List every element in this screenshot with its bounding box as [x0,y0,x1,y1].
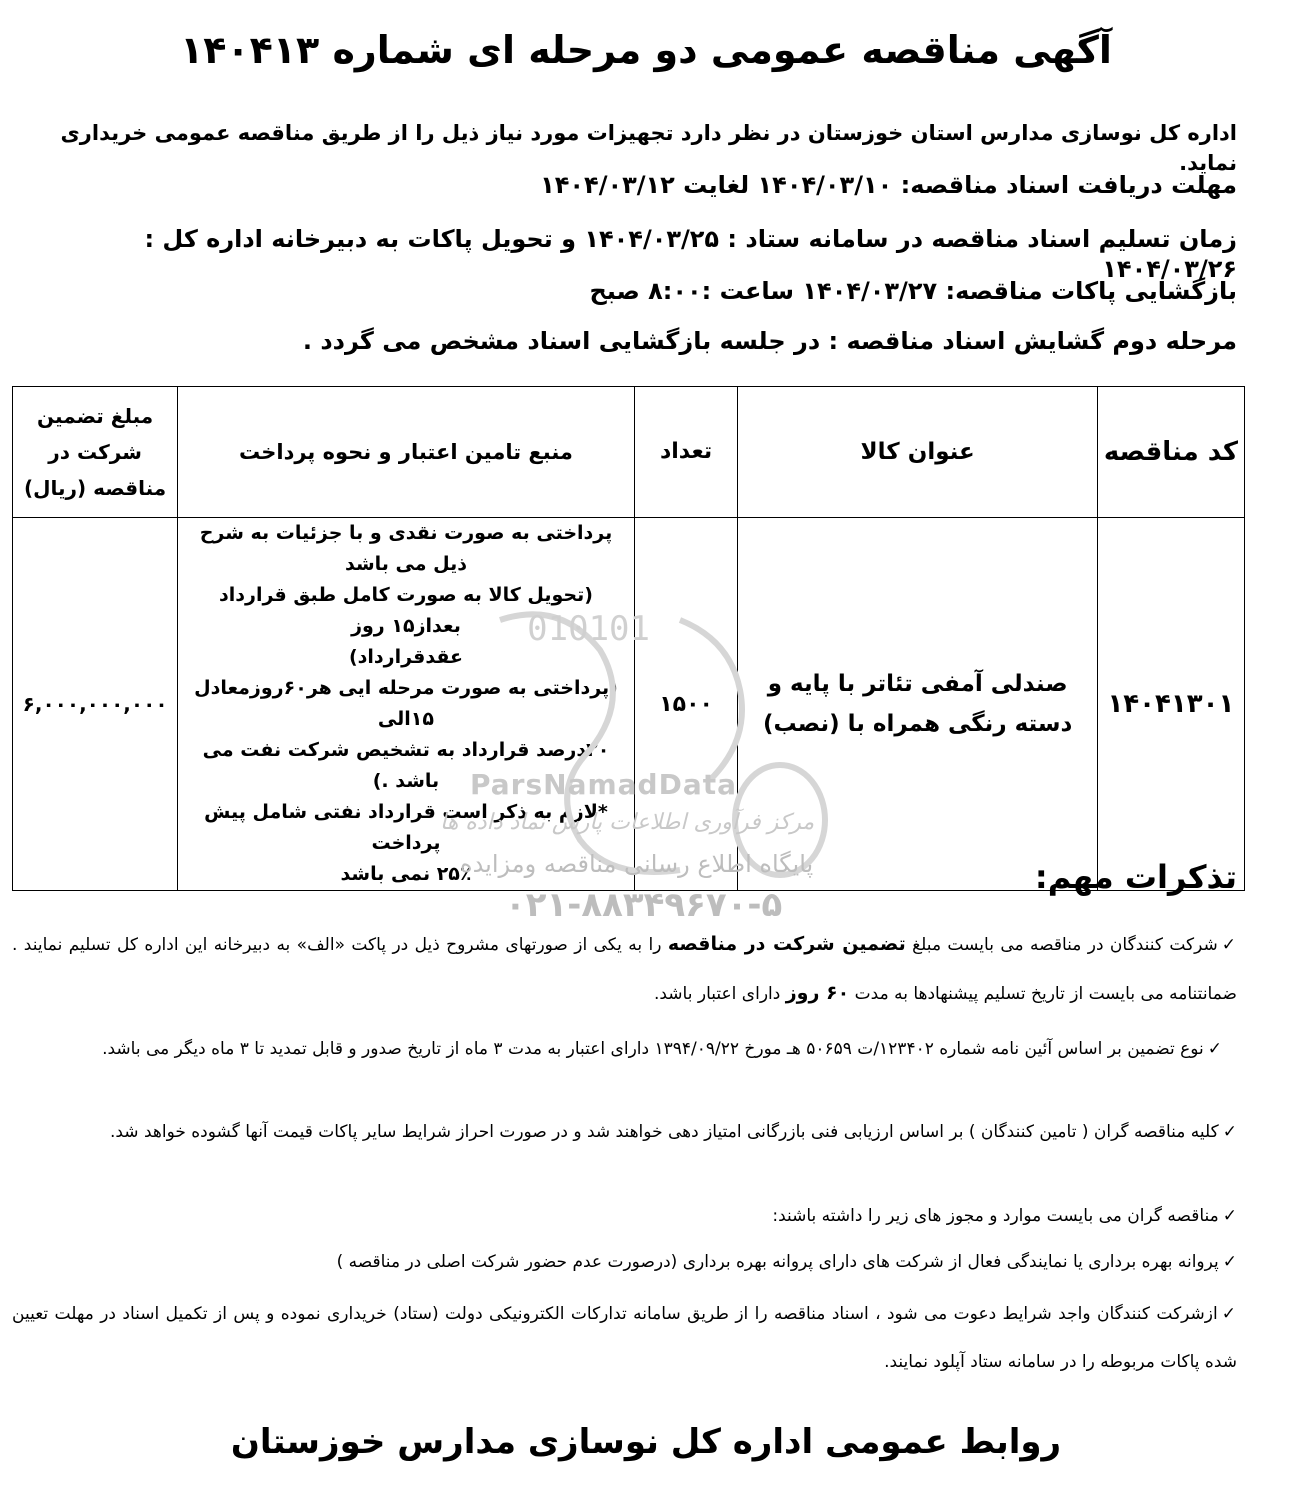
note-license: ✓پروانه بهره برداری یا نمایندگی فعال از شرکت های دارای پروانه بهره برداری (درصورت عدم حضور شرکت اصلی در مناقصه ) [336,1252,1237,1272]
check-icon: ✓ [1222,1252,1237,1272]
cell-amount: ۶,۰۰۰,۰۰۰,۰۰۰ [13,518,178,891]
fund-line: ۲۰درصد قرارداد به تشخیص شرکت نفت می باشد .) [202,739,610,792]
fund-line: پرداختی به صورت نقدی و با جزئیات به شرح ذیل می باشد [199,522,613,575]
table-header-row [13,387,1245,518]
note-setad: ✓ازشرکت کنندگان واجد شرایط دعوت می شود ، اسناد مناقصه را از طریق سامانه تدارکات الکترونیکی دولت (ستاد) خریداری نموده و پس از تکمیل اسناد در مهلت تعیین شده پاکات مربوطه را در سامانه ستاد آپلود نمایند. [12,1304,1237,1372]
check-icon: ✓ [1221,935,1237,955]
note-guarantee: ✓شرکت کنندگان در مناقصه می بایست مبلغ تضمین شرکت در مناقصه را به یکی از صورتهای مشروح ذیل در پاکت «الف» به دبیرخانه این اداره کل تسلیم نمایند . ضمانتنامه می بایست از تاریخ تسلیم پیشنهادها به مدت ۶۰ روز دارای اعتبار باشد. [12,933,1237,1004]
fund-line: *لازم به ذکر است قرارداد نفتی شامل پیش پرداخت [204,801,608,854]
cell-qty: ۱۵۰۰ [634,518,738,891]
header-title: عنوان کالا [738,387,1097,518]
fund-line: عقدقرارداد) [348,646,463,668]
check-icon: ✓ [1221,1304,1237,1324]
opening-time: بازگشایی پاکات مناقصه: ۱۴۰۴/۰۳/۲۷ ساعت :۸:۰۰ صبح [589,277,1237,305]
fund-line: (تحویل کالا به صورت کامل طبق قرارداد بعداز۱۵ روز [219,584,593,637]
cell-title: صندلی آمفی تئاتر با پایه و دسته رنگی همراه با (نصب) [738,518,1097,891]
validity-days: ۶۰ روز [785,982,850,1004]
check-icon: ✓ [1207,1039,1222,1059]
footer-signature: روابط عمومی اداره کل نوسازی مدارس خوزستان [230,1422,1062,1462]
notes-title: تذکرات مهم: [1034,858,1237,896]
submission-time: زمان تسلیم اسناد مناقصه در سامانه ستاد : ۱۴۰۴/۰۳/۲۵ و تحویل پاکات به دبیرخانه اداره کل : ۱۴۰۴/۰۳/۲۶ [144,225,1237,283]
document-deadline: مهلت دریافت اسناد مناقصه: ۱۴۰۴/۰۳/۱۰ لغایت ۱۴۰۴/۰۳/۱۲ [540,171,1237,199]
check-icon: ✓ [1222,1206,1237,1226]
watermark-phone: ۰۲۱-۸۸۳۴۹۶۷۰-۵ [505,885,783,925]
header-code: کد مناقصه [1097,387,1244,518]
watermark-digits: 010101 [527,609,650,649]
note-evaluation: ✓کلیه مناقصه گران ( تامین کنندگان ) بر اساس ارزیابی فنی بازرگانی امتیاز دهی خواهند شد و در صورت احراز شرایط سایر پاکات قیمت آنها گشوده خواهد شد. [109,1122,1237,1142]
note-requirements: ✓مناقصه گران می بایست موارد و مجوز های زیر را داشته باشند: [772,1206,1237,1226]
header-qty: تعداد [634,387,738,518]
fund-line: (پرداختی به صورت مرحله ایی هر۶۰روزمعادل ۱۵الی [194,677,618,730]
second-stage-note: مرحله دوم گشایش اسناد مناقصه : در جلسه بازگشایی اسناد مشخص می گردد . [302,327,1237,355]
note-guarantee-type: ✓نوع تضمین بر اساس آئین نامه شماره ۱۲۳۴۰۲/ت ۵۰۶۵۹ هـ مورخ ۱۳۹۴/۰۹/۲۲ دارای اعتبار به مدت ۳ ماه از تاریخ صدور و قابل تمدید تا ۳ ماه دیگر می باشد. [102,1039,1222,1059]
watermark-brand: ParsNamadData [470,768,737,801]
watermark-line-2: پایگاه اطلاع رسانی مناقصه ومزایده [460,850,814,878]
fund-line: ۲۵٪ نمی باشد [340,863,472,885]
check-icon: ✓ [1222,1122,1237,1142]
watermark-line-1: مرکز فرآوری اطلاعات پارس نماد داده ها [440,810,815,835]
header-amount: مبلغ تضمین شرکت در مناقصه (ریال) [13,387,178,518]
guarantee-emphasis: تضمین شرکت در مناقصه [667,933,906,955]
header-fund: منبع تامین اعتبار و نحوه پرداخت [178,387,635,518]
page-title: آگهی مناقصه عمومی دو مرحله ای شماره ۱۴۰۴۱۳ [180,28,1112,72]
cell-code: ۱۴۰۴۱۳۰۱ [1097,518,1244,891]
intro-line-1: اداره کل نوسازی مدارس استان خوزستان در نظر دارد تجهیزات مورد نیاز ذیل را از طریق مناقصه عمومی خریداری نماید. [60,121,1237,175]
